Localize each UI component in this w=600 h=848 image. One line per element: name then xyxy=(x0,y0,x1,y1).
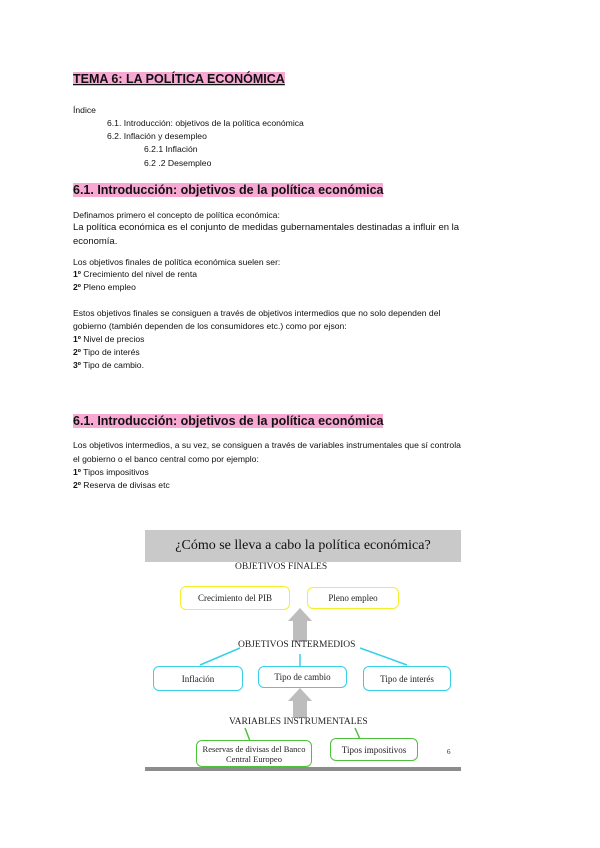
list-item xyxy=(73,333,144,346)
list-text: Nivel de precios xyxy=(80,334,145,344)
diagram-box-intermediate: Inflación xyxy=(153,666,243,691)
policy-diagram xyxy=(145,530,461,772)
index-item: 6.1. Introducción: objetivos de la política económica xyxy=(107,118,304,128)
diagram-box-finals: Pleno empleo xyxy=(307,587,399,609)
instrumental-label: VARIABLES INSTRUMENTALES xyxy=(229,717,368,727)
index-item: 6.2. Inflación y desempleo xyxy=(107,131,207,141)
page-number: 6 xyxy=(447,748,451,756)
section-heading: 6.1. Introducción: objetivos de la política económica xyxy=(73,414,384,428)
connector-line xyxy=(360,648,407,665)
intermediate-label: OBJETIVOS INTERMEDIOS xyxy=(238,640,356,650)
diagram-box-intermediate: Tipo de interés xyxy=(363,666,451,691)
paragraph-line: Los objetivos intermedios, a su vez, se consiguen a través de variables instrumentales que sí controla xyxy=(73,440,461,450)
paragraph-line: La política económica es el conjunto de medidas gubernamentales destinadas a influir en la xyxy=(73,222,460,233)
list-item xyxy=(73,268,197,281)
diagram-box-intermediate: Tipo de cambio xyxy=(258,666,347,688)
list-text: Tipos impositivos xyxy=(80,467,149,477)
list-number: 2º xyxy=(73,480,81,490)
list-text: Pleno empleo xyxy=(80,282,136,292)
list-item xyxy=(73,359,144,372)
paragraph-line: Estos objetivos finales se consiguen a través de objetivos intermedios que no solo dependen del xyxy=(73,308,441,318)
list-text: Reserva de divisas etc xyxy=(80,480,170,490)
index-heading: Índice xyxy=(73,105,96,115)
paragraph-line: Los objetivos finales de política económica suelen ser: xyxy=(73,257,281,267)
finals-label: OBJETIVOS FINALES xyxy=(235,562,328,572)
up-arrow-icon xyxy=(288,608,312,642)
list-item xyxy=(73,281,136,294)
paragraph-line: economía. xyxy=(73,236,118,247)
document-title: TEMA 6: LA POLÍTICA ECONÓMICA xyxy=(73,72,285,86)
paragraph-line: Definamos primero el concepto de política económica: xyxy=(73,210,280,220)
diagram-box-instrumental: Reservas de divisas del Banco Central Europeo xyxy=(196,740,312,767)
list-number: 3º xyxy=(73,360,81,370)
diagram-title: ¿Cómo se lleva a cabo la política económica? xyxy=(145,530,461,562)
list-text: Crecimiento del nivel de renta xyxy=(80,269,197,279)
index-item: 6.2 .2 Desempleo xyxy=(144,158,212,168)
paragraph-line: gobierno (también dependen de los consumidores etc.) como por ejson: xyxy=(73,321,347,331)
list-item xyxy=(73,466,149,479)
list-number: 2º xyxy=(73,282,81,292)
index-item: 6.2.1 Inflación xyxy=(144,144,198,154)
list-number: 1º xyxy=(73,269,81,279)
list-number: 1º xyxy=(73,467,81,477)
up-arrow-icon xyxy=(288,688,312,718)
paragraph-line: el gobierno o el banco central como por ejemplo: xyxy=(73,454,259,464)
list-text: Tipo de interés xyxy=(80,347,140,357)
list-number: 1º xyxy=(73,334,81,344)
list-text: Tipo de cambio. xyxy=(80,360,144,370)
diagram-box-finals: Crecimiento del PIB xyxy=(180,586,290,610)
connector-line xyxy=(200,648,240,665)
diagram-box-instrumental: Tipos impositivos xyxy=(330,738,418,761)
section-heading: 6.1. Introducción: objetivos de la política económica xyxy=(73,183,384,197)
list-item xyxy=(73,346,140,359)
list-number: 2º xyxy=(73,347,81,357)
list-item xyxy=(73,479,170,492)
slide-bottom-bar xyxy=(145,767,461,771)
